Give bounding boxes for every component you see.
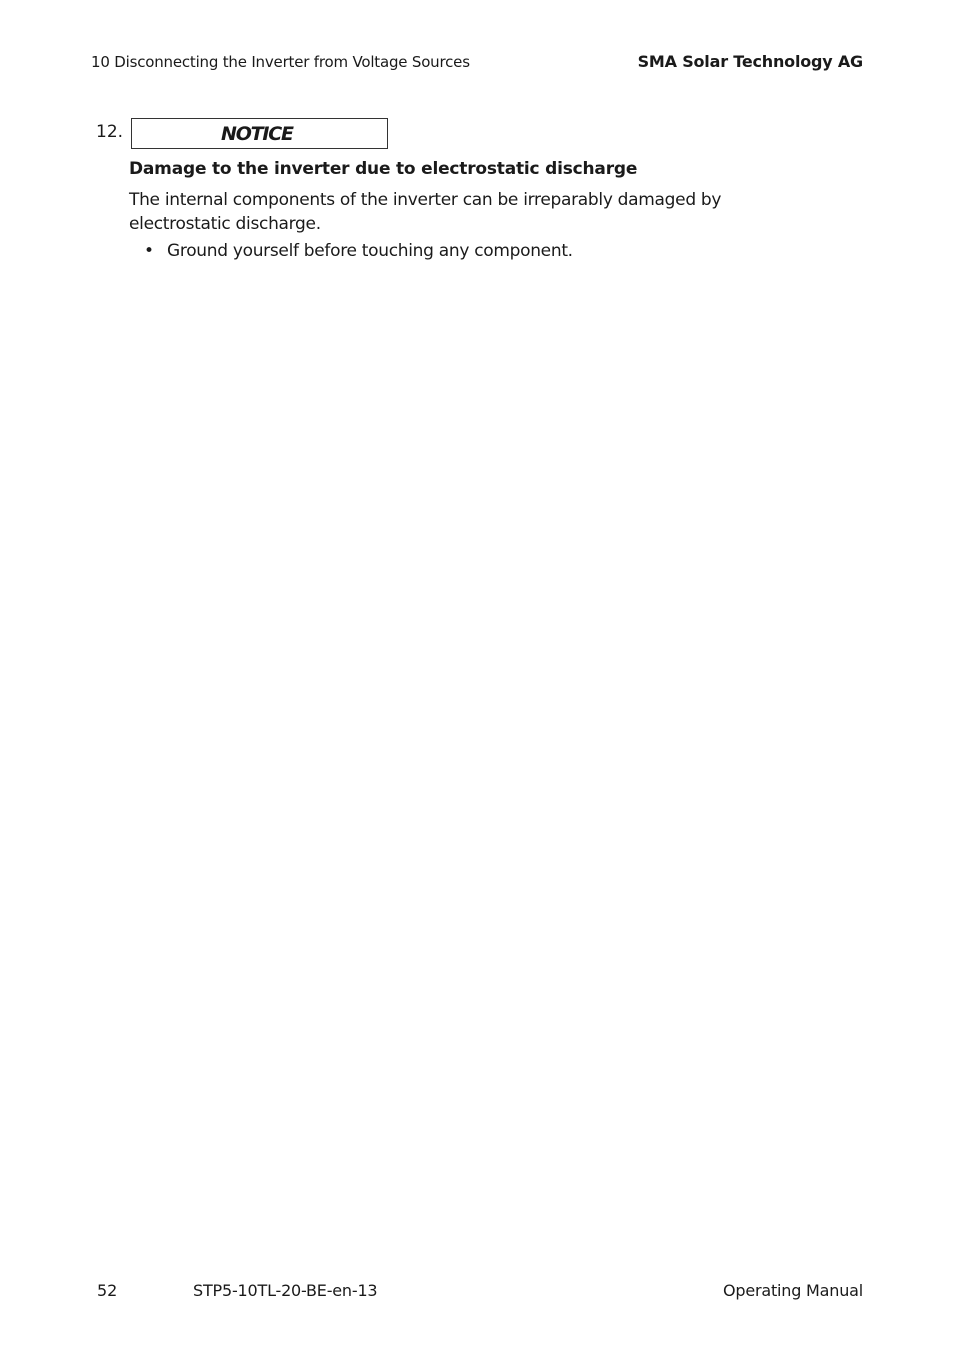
- header-company: SMA Solar Technology AG: [637, 52, 863, 71]
- list-item: [144, 241, 573, 261]
- notice-body: The internal components of the inverter can be irreparably damaged by electrostatic discharge.: [129, 190, 722, 234]
- step-number: 12.: [96, 122, 124, 142]
- notice-box: [131, 118, 388, 149]
- bullet-icon: •: [144, 241, 154, 261]
- bullet-text: Ground yourself before touching any component.: [167, 241, 573, 261]
- notice-label: NOTICE: [221, 123, 293, 145]
- footer-page-number: 52: [97, 1281, 118, 1300]
- header-section-title: 10 Disconnecting the Inverter from Voltage Sources: [91, 53, 470, 71]
- footer-document-code: STP5-10TL-20-BE-en-13: [193, 1281, 378, 1300]
- notice-title: Damage to the inverter due to electrostatic discharge: [129, 159, 638, 179]
- footer-document-type: Operating Manual: [722, 1281, 863, 1300]
